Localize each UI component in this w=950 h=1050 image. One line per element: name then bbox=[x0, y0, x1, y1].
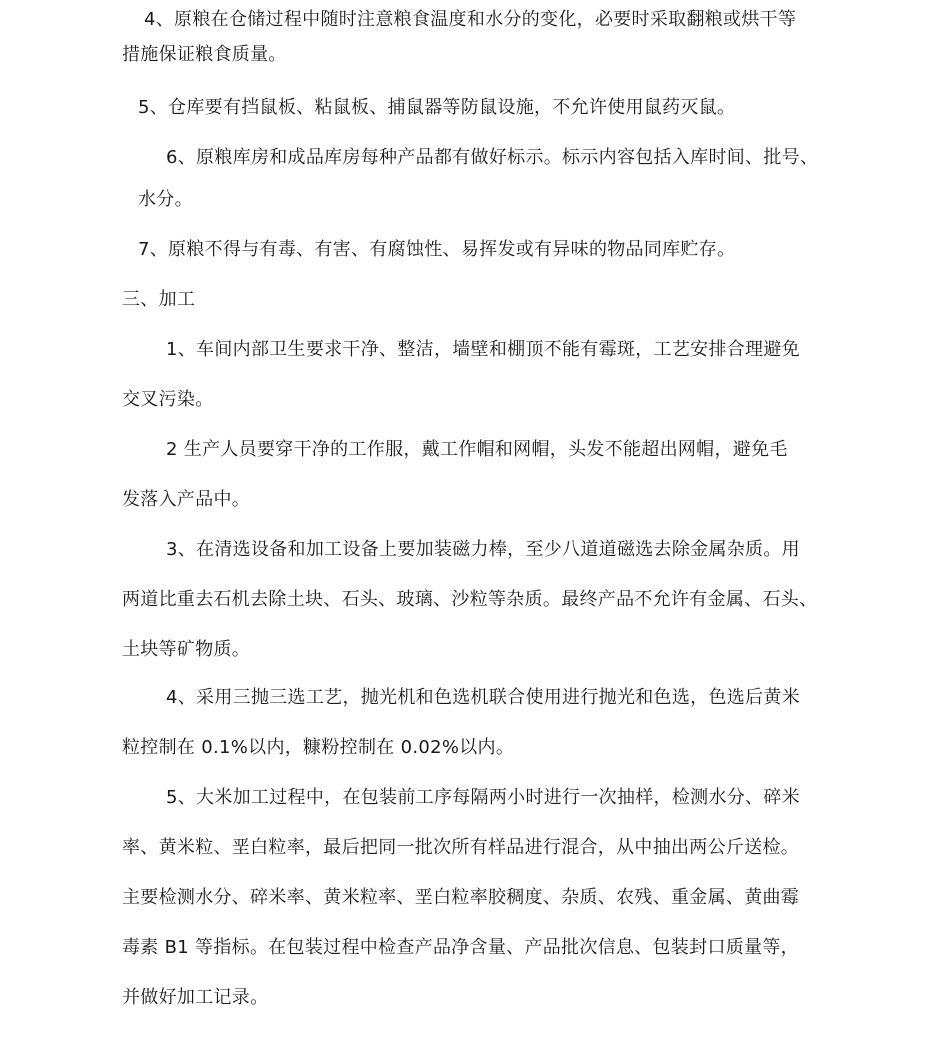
text-line: 两道比重去石机去除土块、石头、玻璃、沙粒等杂质。最终产品不允许有金属、石头、 bbox=[122, 589, 818, 610]
section-heading: 三、加工 bbox=[122, 289, 196, 310]
text-line: 4、原粮在仓储过程中随时注意粮食温度和水分的变化，必要时采取翻粮或烘干等 bbox=[144, 9, 797, 30]
text-line: 1、车间内部卫生要求干净、整洁，墙壁和棚顶不能有霉斑，工艺安排合理避免 bbox=[166, 339, 800, 360]
text-line: 交叉污染。 bbox=[122, 389, 214, 410]
text-line: 2 生产人员要穿干净的工作服，戴工作帽和网帽，头发不能超出网帽，避免毛 bbox=[166, 439, 788, 460]
text-line: 7、原粮不得与有毒、有害、有腐蚀性、易挥发或有异味的物品同库贮存。 bbox=[138, 239, 736, 260]
text-line: 毒素 B1 等指标。在包装过程中检查产品净含量、产品批次信息、包装封口质量等， bbox=[122, 937, 799, 958]
text-line: 粒控制在 0.1%以内，糠粉控制在 0.02%以内。 bbox=[122, 737, 515, 758]
text-line: 3、在清选设备和加工设备上要加装磁力棒，至少八道道磁选去除金属杂质。用 bbox=[166, 539, 800, 560]
text-line: 6、原粮库房和成品库房每种产品都有做好标示。标示内容包括入库时间、批号、 bbox=[166, 147, 819, 168]
text-line: 主要检测水分、碎米率、黄米粒率、垩白粒率胶稠度、杂质、农残、重金属、黄曲霉 bbox=[122, 887, 800, 908]
text-line: 土块等矿物质。 bbox=[122, 639, 251, 660]
text-line: 5、仓库要有挡鼠板、粘鼠板、捕鼠器等防鼠设施，不允许使用鼠药灭鼠。 bbox=[138, 97, 736, 118]
text-line: 并做好加工记录。 bbox=[122, 987, 269, 1008]
text-line: 水分。 bbox=[138, 189, 193, 210]
text-line: 4、采用三抛三选工艺，抛光机和色选机联合使用进行抛光和色选，色选后黄米 bbox=[166, 687, 800, 708]
text-line: 发落入产品中。 bbox=[122, 489, 251, 510]
text-line: 措施保证粮食质量。 bbox=[122, 44, 287, 65]
text-line: 5、大米加工过程中，在包装前工序每隔两小时进行一次抽样，检测水分、碎米 bbox=[166, 787, 800, 808]
text-line: 率、黄米粒、垩白粒率，最后把同一批次所有样品进行混合，从中抽出两公斤送检。 bbox=[122, 837, 800, 858]
